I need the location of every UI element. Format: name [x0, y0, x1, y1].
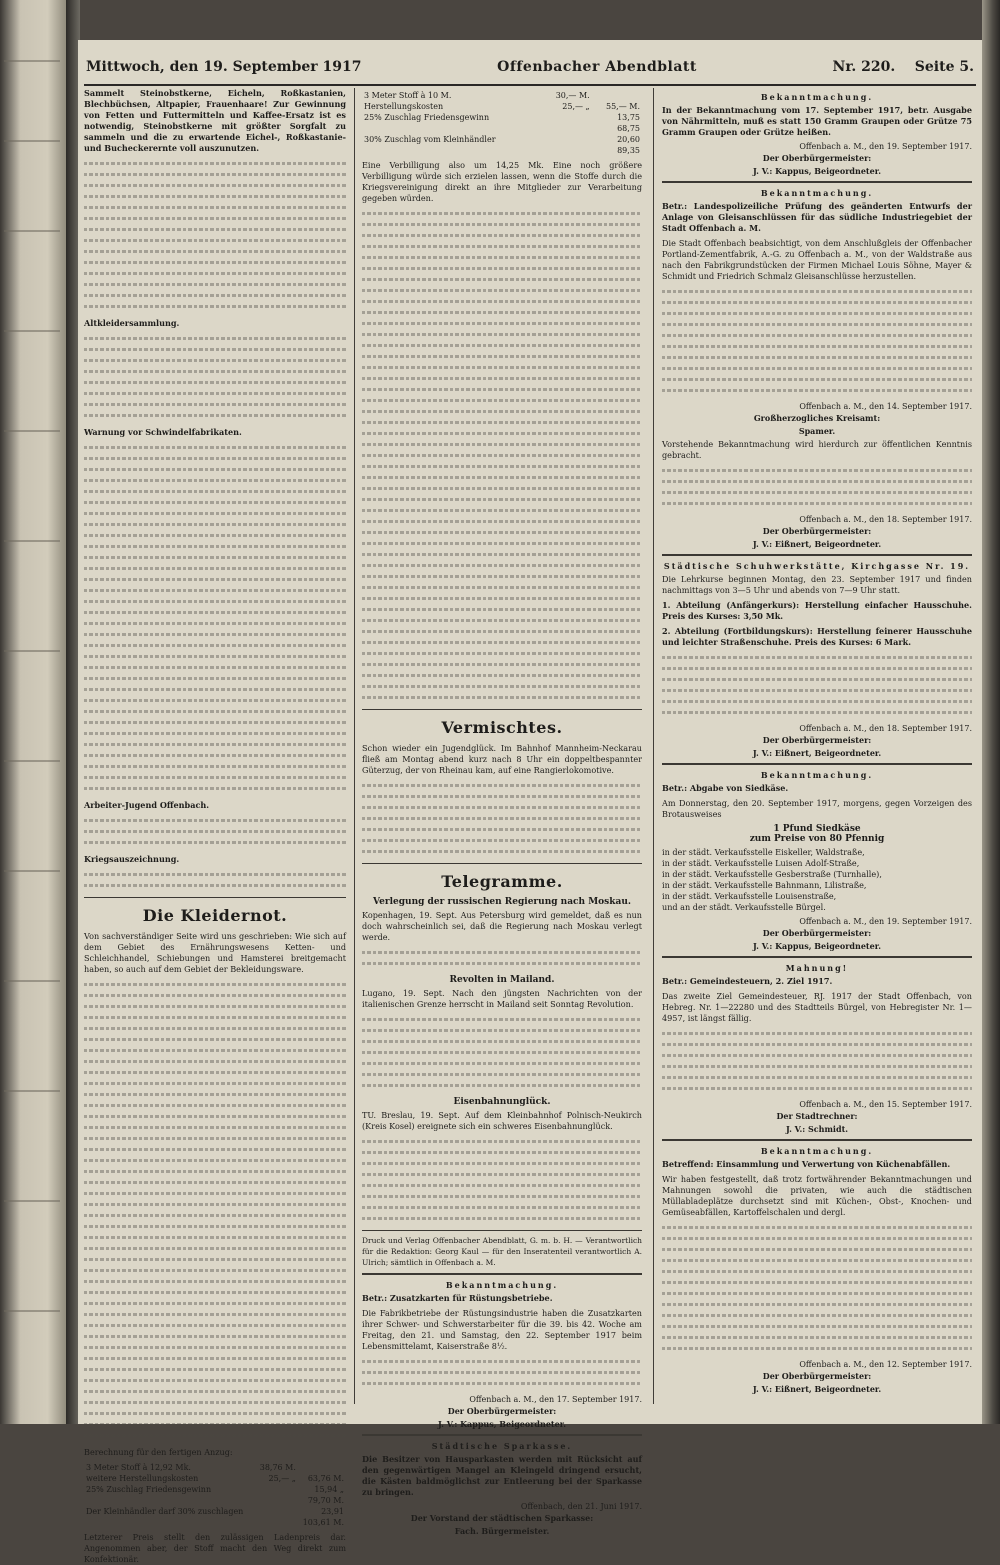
text-block — [362, 1014, 642, 1091]
signature-role: Großherzogliches Kreisamt: — [753, 413, 881, 423]
divider — [362, 1230, 642, 1231]
header-page: Seite 5. — [914, 59, 974, 75]
divider — [362, 709, 642, 710]
calc-table — [84, 1462, 346, 1528]
text-block — [362, 947, 642, 969]
column-rule — [653, 88, 654, 1404]
signature-place: Offenbach a. M., den 15. September 1917. — [799, 1100, 972, 1109]
article-kleidernot-cont: Eine Verbilligung also um 14,25 Mk. Eine noch größere Verbilligung würde sich erzielen lassen, wenn die Stoffe durch die Kriegsvereinigung direkt an ihre Mitglieder zur Verarbeitung gegeben würden. — [362, 160, 642, 203]
course-item-1: 1. Abteilung (Anfängerkurs): Herstellung einfacher Hausschuhe. Preis des Kurses: 3,50 Mk. — [662, 600, 972, 621]
calc-table-top — [362, 90, 642, 156]
notice-heading: Bekanntmachung. — [760, 92, 874, 102]
article-eisenbahn: TU. Breslau, 19. Sept. Auf dem Kleinbahnhof Polnisch-Neukirch (Kreis Kosel) ereignete sich ein schweres Eisenbahnunglück. — [362, 1110, 642, 1131]
article-jugendglueck: Schon wieder ein Jugendglück. Im Bahnhof Mannheim-Neckarau fließ am Montag abend kurz nach 8 Uhr ein doppeltbespannter Güterzug, der von Rheinau kam, auf eine Rangierlokomotive. — [362, 743, 642, 775]
divider — [84, 897, 346, 898]
heading-auszeichnung: Kriegsauszeichnung. — [84, 854, 180, 864]
signature-name: J. V.: Kappus, Beigeordneter. — [438, 1419, 566, 1429]
column-rule — [354, 88, 355, 1404]
notice-heading-sparkasse: Städtische Sparkasse. — [431, 1441, 573, 1451]
text-block — [362, 1136, 642, 1224]
signature-role: Der Oberbürgermeister: — [762, 153, 872, 163]
signature-role: Der Oberbürgermeister: — [762, 1371, 872, 1381]
signature-role: Der Stadtrechner: — [776, 1111, 858, 1121]
signature-name: J. V.: Eißnert, Beigeordneter. — [752, 1384, 882, 1394]
list-item: in der städt. Verkaufsstelle Gesberstraße (Turnhalle), — [662, 869, 882, 879]
text-block — [84, 158, 346, 312]
heading-mailand: Revolten in Mailand. — [449, 975, 555, 985]
header-issue-page — [833, 59, 974, 75]
list-item: in der städt. Verkaufsstelle Eiskeller, Waldstraße, — [662, 847, 865, 857]
heading-jugend: Arbeiter-Jugend Offenbach. — [84, 800, 210, 810]
divider — [662, 181, 972, 183]
divider — [662, 1139, 972, 1141]
calc-title: Berechnung für den fertigen Anzug: — [84, 1447, 233, 1457]
signature-name: J. V.: Schmidt. — [785, 1124, 849, 1134]
notice-gleisanschluss: Die Stadt Offenbach beabsichtigt, von dem Anschlußgleis der Offenbacher Portland-Zementfabrik, A.-G. zu Offenbach a. M., von der Waldstraße aus nach den Fabrikgrundstücken der Firmen Michael Louis Söhne, Mayer & Schmidt und Friedrich Schmalz Gleisanschlüsse herzustellen. — [662, 238, 972, 281]
heading-verlegung: Verlegung der russischen Regierung nach Moskau. — [372, 897, 631, 907]
list-item: in der städt. Verkaufsstelle Louisenstraße, — [662, 891, 837, 901]
text-block — [362, 1356, 642, 1389]
notice-naehrmittel: In der Bekanntmachung vom 17. September 1917, betr. Ausgabe von Nährmitteln, muß es statt 150 Gramm Graupen oder Grütze 75 Gramm Graupen oder Grütze heißen. — [662, 105, 972, 137]
signature-place: Offenbach a. M., den 18. September 1917. — [799, 515, 972, 524]
signature-role: Der Oberbürgermeister: — [762, 526, 872, 536]
notice-kuechenabfaelle: Wir haben festgestellt, daß trotz fortwährender Bekanntmachungen und Mahnungen sowohl die privaten, wie auch die städtischen Müllabladeplätze durchsetzt sind mit Küchen-, Obst-, Knochen- und Gemüseabfällen, Kartoffelschalen und dergl. — [662, 1174, 972, 1217]
signature-name: Spamer. — [798, 426, 836, 436]
text-block — [662, 1028, 972, 1094]
divider — [362, 863, 642, 864]
table-row: 79,70 M. — [307, 1496, 344, 1505]
notice-siedkaese: Am Donnerstag, den 20. September 1917, morgens, gegen Vorzeigen des Brotausweises — [662, 798, 972, 819]
signature-name: J. V.: Kappus, Beigeordneter. — [753, 941, 881, 951]
signature-role: Der Vorstand der städtischen Sparkasse: — [410, 1513, 594, 1523]
signature-place: Offenbach a. M., den 19. September 1917. — [799, 142, 972, 151]
signature-name: J. V.: Kappus, Beigeordneter. — [753, 166, 881, 176]
divider — [362, 1434, 642, 1436]
notice-siedkaese-title: Betr.: Abgabe von Siedkäse. — [662, 783, 789, 793]
notice-mahnung-title: Betr.: Gemeindesteuern, 2. Ziel 1917. — [662, 976, 833, 986]
signature-role: Der Oberbürgermeister: — [447, 1406, 557, 1416]
signature-place: Offenbach, den 21. Juni 1917. — [520, 1502, 642, 1511]
text-block — [84, 333, 346, 421]
course-item-2: 2. Abteilung (Fortbildungskurs): Herstellung feinerer Hausschuhe und leichter Straßenschuhe. Preis des Kurses: 6 Mark. — [662, 626, 972, 647]
column-2 — [362, 88, 642, 1536]
table-row: Der Kleinhändler darf 30% zuschlagen 23,91 — [86, 1507, 344, 1516]
signature-name: J. V.: Eißnert, Beigeordneter. — [752, 748, 882, 758]
book-binding — [0, 0, 68, 1424]
text-block — [84, 442, 346, 794]
text-block — [84, 815, 346, 848]
table-row: 103,61 M. — [302, 1518, 344, 1527]
notice-heading: Bekanntmachung. — [445, 1280, 559, 1290]
table-row: 30% Zuschlag vom Kleinhändler 20,60 — [364, 135, 640, 144]
divider — [662, 763, 972, 765]
notice-zusatzkarten-title: Betr.: Zusatzkarten für Rüstungsbetriebe. — [362, 1293, 553, 1303]
heading-warnung: Warnung vor Schwindelfabrikaten. — [84, 427, 242, 437]
divider — [662, 956, 972, 958]
text-block — [662, 1222, 972, 1354]
notice-heading-mahnung: Mahnung! — [785, 963, 849, 973]
article-verlegung: Kopenhagen, 19. Sept. Aus Petersburg wird gemeldet, daß es nun doch wahrscheinlich sei, daß die Regierung nach Moskau verlegt werde. — [362, 910, 642, 942]
newspaper-page — [78, 40, 982, 1564]
section-title-telegramme: Telegramme. — [441, 872, 563, 891]
article-mailand: Lugano, 19. Sept. Nach den jüngsten Nachrichten von der italienischen Grenze herrscht in Mailand seit Sonntag Revolution. — [362, 988, 642, 1009]
notice-kuechenabfaelle-title: Betreffend: Einsammlung und Verwertung von Küchenabfällen. — [662, 1159, 951, 1169]
section-title-vermischtes: Vermischtes. — [441, 718, 563, 737]
siedkaese-price: zum Preise von 80 Pfennig — [749, 834, 885, 844]
table-row: 89,35 — [617, 146, 640, 155]
signature-role: Der Oberbürgermeister: — [762, 735, 872, 745]
article-title-kleidernot: Die Kleidernot. — [142, 906, 288, 925]
article-kleidernot-end: Letzterer Preis stellt den zulässigen Ladenpreis dar. Angenommen aber, der Stoff macht den Weg direkt zum Konfektionär. — [84, 1532, 346, 1564]
list-item: in der städt. Verkaufsstelle Bahnmann, Lilistraße, — [662, 880, 867, 890]
table-row: Herstellungskosten 25,— „ 55,— M. — [364, 102, 640, 111]
header-date: Mittwoch, den 19. September 1917 — [86, 59, 362, 75]
notice-heading-schuhwerkstaette: Städtische Schuhwerkstätte, Kirchgasse Nr. 19. — [663, 561, 971, 571]
article-kleidernot-intro: Von sachverständiger Seite wird uns geschrieben: Wie sich auf dem Gebiet des Ernährungswesens Ketten- und Schleichhandel, Schiebungen und Hamsterei breitgemacht haben, so auch auf dem Gebiet der Bekleidungsware. — [84, 931, 346, 974]
notice-sparkasse: Die Besitzer von Hausparkasten werden mit Rücksicht auf den gegenwärtigen Mangel an Kleingeld dringend ersucht, die Kästen baldmöglichst zur Entleerung bei der Sparkasse zu bringen. — [362, 1454, 642, 1497]
notice-gleisanschluss-title: Betr.: Landespolizeiliche Prüfung des geänderten Entwurfs der Anlage von Gleisanschlüssen für das südliche Industriegebiet der Stadt Offenbach a. M. — [662, 201, 972, 233]
header-paper-name: Offenbacher Abendblatt — [497, 59, 697, 75]
text-block — [362, 208, 642, 703]
text-block — [662, 652, 972, 718]
article-collect: Sammelt Steinobstkerne, Eicheln, Roßkastanien, Blechbüchsen, Altpapier, Frauenhaare! Zur Gewinnung von Fetten und Futtermitteln und Kaffee-Ersatz ist es notwendig, Steinobstkerne mit größter Sorgfalt zu sammeln und die zu erwartende Eichel-, Roßkastanie- und Bucheckerernte voll auszunutzen. — [84, 88, 346, 153]
heading-eisenbahn: Eisenbahnunglück. — [453, 1097, 551, 1107]
signature-name: Fach. Bürgermeister. — [454, 1526, 550, 1536]
signature-place: Offenbach a. M., den 18. September 1917. — [799, 724, 972, 733]
page-header — [86, 50, 974, 84]
text-block — [662, 465, 972, 509]
signature-place: Offenbach a. M., den 19. September 1917. — [799, 917, 972, 926]
imprint: Druck und Verlag Offenbacher Abendblatt, G. m. b. H. — Verantwortlich für die Redaktion: Georg Kaul — für den Inseratenteil verantwortlich A. Ulrich; sämtlich in Offenbach a. M. — [362, 1236, 642, 1267]
right-page-edge — [982, 0, 1000, 1424]
heading-altkleider: Altkleidersammlung. — [84, 318, 180, 328]
signature-place: Offenbach a. M., den 14. September 1917. — [799, 402, 972, 411]
column-1 — [84, 88, 346, 1564]
text-block — [84, 869, 346, 891]
column-3 — [662, 88, 972, 1408]
notice-heading: Bekanntmachung. — [760, 1146, 874, 1156]
table-row: 3 Meter Stoff à 10 M. 30,— M. — [364, 91, 590, 100]
table-row: 68,75 — [617, 124, 640, 133]
notice-schuhwerkstaette: Die Lehrkurse beginnen Montag, den 23. September 1917 und finden nachmittags von 3—5 Uhr und abends von 7—9 Uhr statt. — [662, 574, 972, 595]
table-row: 25% Zuschlag Friedensgewinn 15,94 „ — [86, 1485, 344, 1494]
notice-gleisanschluss-note: Vorstehende Bekanntmachung wird hierdurch zur öffentlichen Kenntnis gebracht. — [662, 439, 972, 460]
signature-place: Offenbach a. M., den 12. September 1917. — [799, 1360, 972, 1369]
text-block — [662, 286, 972, 396]
list-item: in der städt. Verkaufsstelle Luisen Adolf-Straße, — [662, 858, 860, 868]
signature-name: J. V.: Eißnert, Beigeordneter. — [752, 539, 882, 549]
notice-mahnung: Das zweite Ziel Gemeindesteuer, RJ. 1917 der Stadt Offenbach, von Hebreg. Nr. 1—22280 und des Stadtteils Bürgel, von Hebregister Nr. 1—4957, ist längst fällig. — [662, 991, 972, 1023]
divider — [362, 1273, 642, 1275]
notice-heading: Bekanntmachung. — [760, 188, 874, 198]
table-row: weitere Herstellungskosten 25,— „ 63,76 M. — [86, 1474, 344, 1483]
siedkaese-item: 1 Pfund Siedkäse — [773, 824, 861, 834]
text-block — [84, 979, 346, 1441]
table-row: 25% Zuschlag Friedensgewinn 13,75 — [364, 113, 640, 122]
notice-zusatzkarten: Die Fabrikbetriebe der Rüstungsindustrie haben die Zusatzkarten ihrer Schwer- und Schwerstarbeiter für die 39. bis 42. Woche am Freitag, den 21. und Samstag, den 22. September 1917 beim Lebensmittelamt, Kaiserstraße 8½. — [362, 1308, 642, 1351]
header-issue: Nr. 220. — [832, 59, 896, 75]
table-row: 3 Meter Stoff à 12,92 Mk. 38,76 M. — [86, 1463, 296, 1472]
signature-role: Der Oberbürgermeister: — [762, 928, 872, 938]
divider — [662, 554, 972, 556]
text-block — [362, 780, 642, 857]
list-item: und an der städt. Verkaufsstelle Bürgel. — [662, 902, 826, 912]
header-rule — [84, 84, 976, 86]
signature-place: Offenbach a. M., den 17. September 1917. — [469, 1395, 642, 1404]
notice-heading: Bekanntmachung. — [760, 770, 874, 780]
